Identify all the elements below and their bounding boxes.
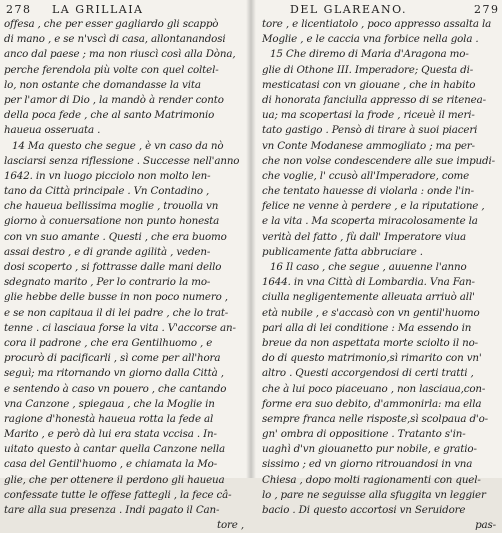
text-line: che non volse condescendere alle sue impudi-: [262, 154, 495, 167]
text-line: ua; ma scopertasi la frode , riceuè il meri-: [262, 109, 475, 122]
text-line: altro . Questi accorgendosi di certi tratti ,: [262, 367, 474, 380]
text-line: offesa , che per esser gagliardo gli scappò: [4, 18, 219, 30]
catchword: tore ,: [217, 519, 244, 532]
text-line: publicamente fatta abbruciare .: [262, 245, 423, 258]
text-line: che tentato hauesse di violarla : onde l'in-: [262, 185, 474, 198]
text-line: do di questo matrimonio,sì rimarito con vn': [262, 352, 482, 365]
text-line: e la vita . Ma scoperta miracolosamente la: [262, 215, 478, 228]
text-line: gn' ombra di oppositione . Tratanto s'in-: [262, 428, 466, 441]
text-line: felice ne venne à perdere , e la riputatione ,: [262, 200, 485, 213]
text-line: della poca fede , che al santo Matrimonio: [4, 109, 215, 122]
text-line: procurò di pacificarli , sì come per all'hora: [4, 352, 221, 365]
text-line: vn Conte Modanese ammogliato ; ma per-: [262, 139, 475, 152]
text-line: cora il padrone , che era Gentilhuomo , e: [4, 336, 213, 349]
text-line: Chiesa , dopo molti ragionamenti con quel-: [262, 473, 481, 486]
text-line: 1642. in vn luogo picciolo non molto len-: [4, 169, 211, 182]
text-line: 1644. in vna Città di Lombardia. Vna Fan-: [262, 276, 475, 289]
text-line: lo, non ostante che domandasse la vita: [4, 78, 201, 91]
text-line: di mano , e se n'vscì di casa, allontanandosi: [4, 33, 226, 46]
text-block: [262, 17, 498, 533]
text-line: verità del fatto , fù dall' Imperatore viua: [262, 230, 466, 243]
text-line: confessate tutte le offese fattegli , la fece câ-: [4, 488, 232, 501]
text-line: sissimo ; ed vn giorno ritrouandosi in vna: [262, 458, 473, 471]
text-line: lasciarsi senza riflessione . Successe nell'anno: [4, 154, 240, 167]
text-block: [4, 17, 246, 533]
paragraph-start-line: 16 Il caso , che segue , auuenne l'anno: [270, 261, 467, 273]
text-line: haueua osseruata .: [4, 124, 101, 137]
text-line: che haueua bellissima moglie , trouolla vn: [4, 200, 219, 213]
text-line: casa del Gentil'huomo , e chiamata la Mo-: [4, 458, 218, 471]
text-line: glie, che per ottenere il perdono gli haueua: [4, 473, 225, 486]
text-line: glie hebbe delle busse in non poco numero ,: [4, 291, 228, 304]
text-line: dosi scoperto , si fottrasse dalle mani dello: [4, 261, 222, 273]
page-number: 279: [474, 3, 500, 16]
text-line: pari alla di lei conditione : Ma essendo in: [262, 321, 472, 334]
text-line: breue da non aspettata morte sciolto il no-: [262, 336, 478, 349]
page-number: 278: [6, 3, 32, 16]
text-line: per l'amor di Dio , la mandò à render conto: [4, 93, 224, 106]
text-line: perche ferendola più volte con quel coltel-: [4, 63, 219, 76]
text-line: vna Canzone , spiegaua , che la Moglie in: [4, 397, 215, 410]
right-page: [252, 0, 502, 532]
text-line: tare alla sua presenza . Indi pagato il Can-: [4, 504, 220, 516]
running-head: LA GRILLAIA: [52, 3, 144, 16]
text-line: uaghì d'vn giouanetto pur nobile, e gratio-: [262, 443, 477, 456]
text-line: tore , e licentiatolo , poco appresso assalta la: [262, 18, 492, 30]
text-line: glie di Othone III. Imperadore; Questa di-: [262, 63, 474, 76]
paragraph-start-line: 15 Che diremo di Maria d'Aragona mo-: [270, 48, 469, 61]
text-line: lo , pare ne seguisse alla sfuggita vn leggier: [262, 488, 486, 501]
text-line: di honorata fanciulla appresso di se ritenea-: [262, 93, 486, 106]
text-line: mesticatasi con vn giouane , che in habito: [262, 78, 476, 91]
text-line: con vn suo amante . Questi , che era buomo: [4, 230, 227, 243]
text-line: e sentendo à caso vn pouero , che cantando: [4, 382, 227, 395]
text-line: uitato questo à cantar quella Canzone nella: [4, 443, 226, 456]
text-line: forme era suo debito, d'ammonirla: ma ella: [262, 397, 482, 410]
text-line: che à lui poco piaceuano , non lasciaua,con-: [262, 382, 486, 395]
running-head: DEL GLAREANO.: [290, 3, 407, 16]
text-line: assai destro , e di grande agilità , veden-: [4, 245, 211, 258]
text-line: Marito , e però dà lui era stata vccisa . In-: [4, 428, 217, 441]
text-line: che voglie, l' ccusò all'Imperadore, come: [262, 169, 470, 182]
text-line: e se non capitaua il di lei padre , che lo trat-: [4, 306, 229, 319]
text-line: Moglie , e le caccia vna forbice nella gola .: [262, 33, 479, 46]
text-line: tano da Città principale . Vn Contadino ,: [4, 185, 210, 198]
text-line: giorno à conuersatione non punto honesta: [4, 215, 220, 228]
text-line: sdegnato marito , Per lo contrario la mo-: [4, 276, 211, 289]
text-line: seguì; ma ritornando vn giorno dalla Città ,: [4, 367, 224, 380]
text-line: anco dal paese ; ma non riuscì così alla Dòna,: [4, 48, 236, 61]
text-line: sempre franca nelle risposte,sì scolpaua d'o-: [262, 412, 488, 425]
text-line: tenne . ci lasciaua forse la vita . V'accorse an-: [4, 321, 236, 334]
text-line: ragione d'honestà haueua rotta la fede al: [4, 412, 214, 425]
text-line: tato gastigo . Pensò di tirare à suoi piaceri: [262, 124, 478, 137]
text-line: età nubile , e s'accasò con vn gentil'huomo: [262, 306, 480, 319]
text-line: ciulla negligentemente alleuata arriuò all': [262, 291, 475, 304]
text-line: bacio . Di questo accortosi vn Seruidore: [262, 504, 466, 516]
paragraph-start-line: 14 Ma questo che segue , è vn caso da nò: [12, 139, 224, 152]
catchword: pas-: [475, 519, 496, 532]
